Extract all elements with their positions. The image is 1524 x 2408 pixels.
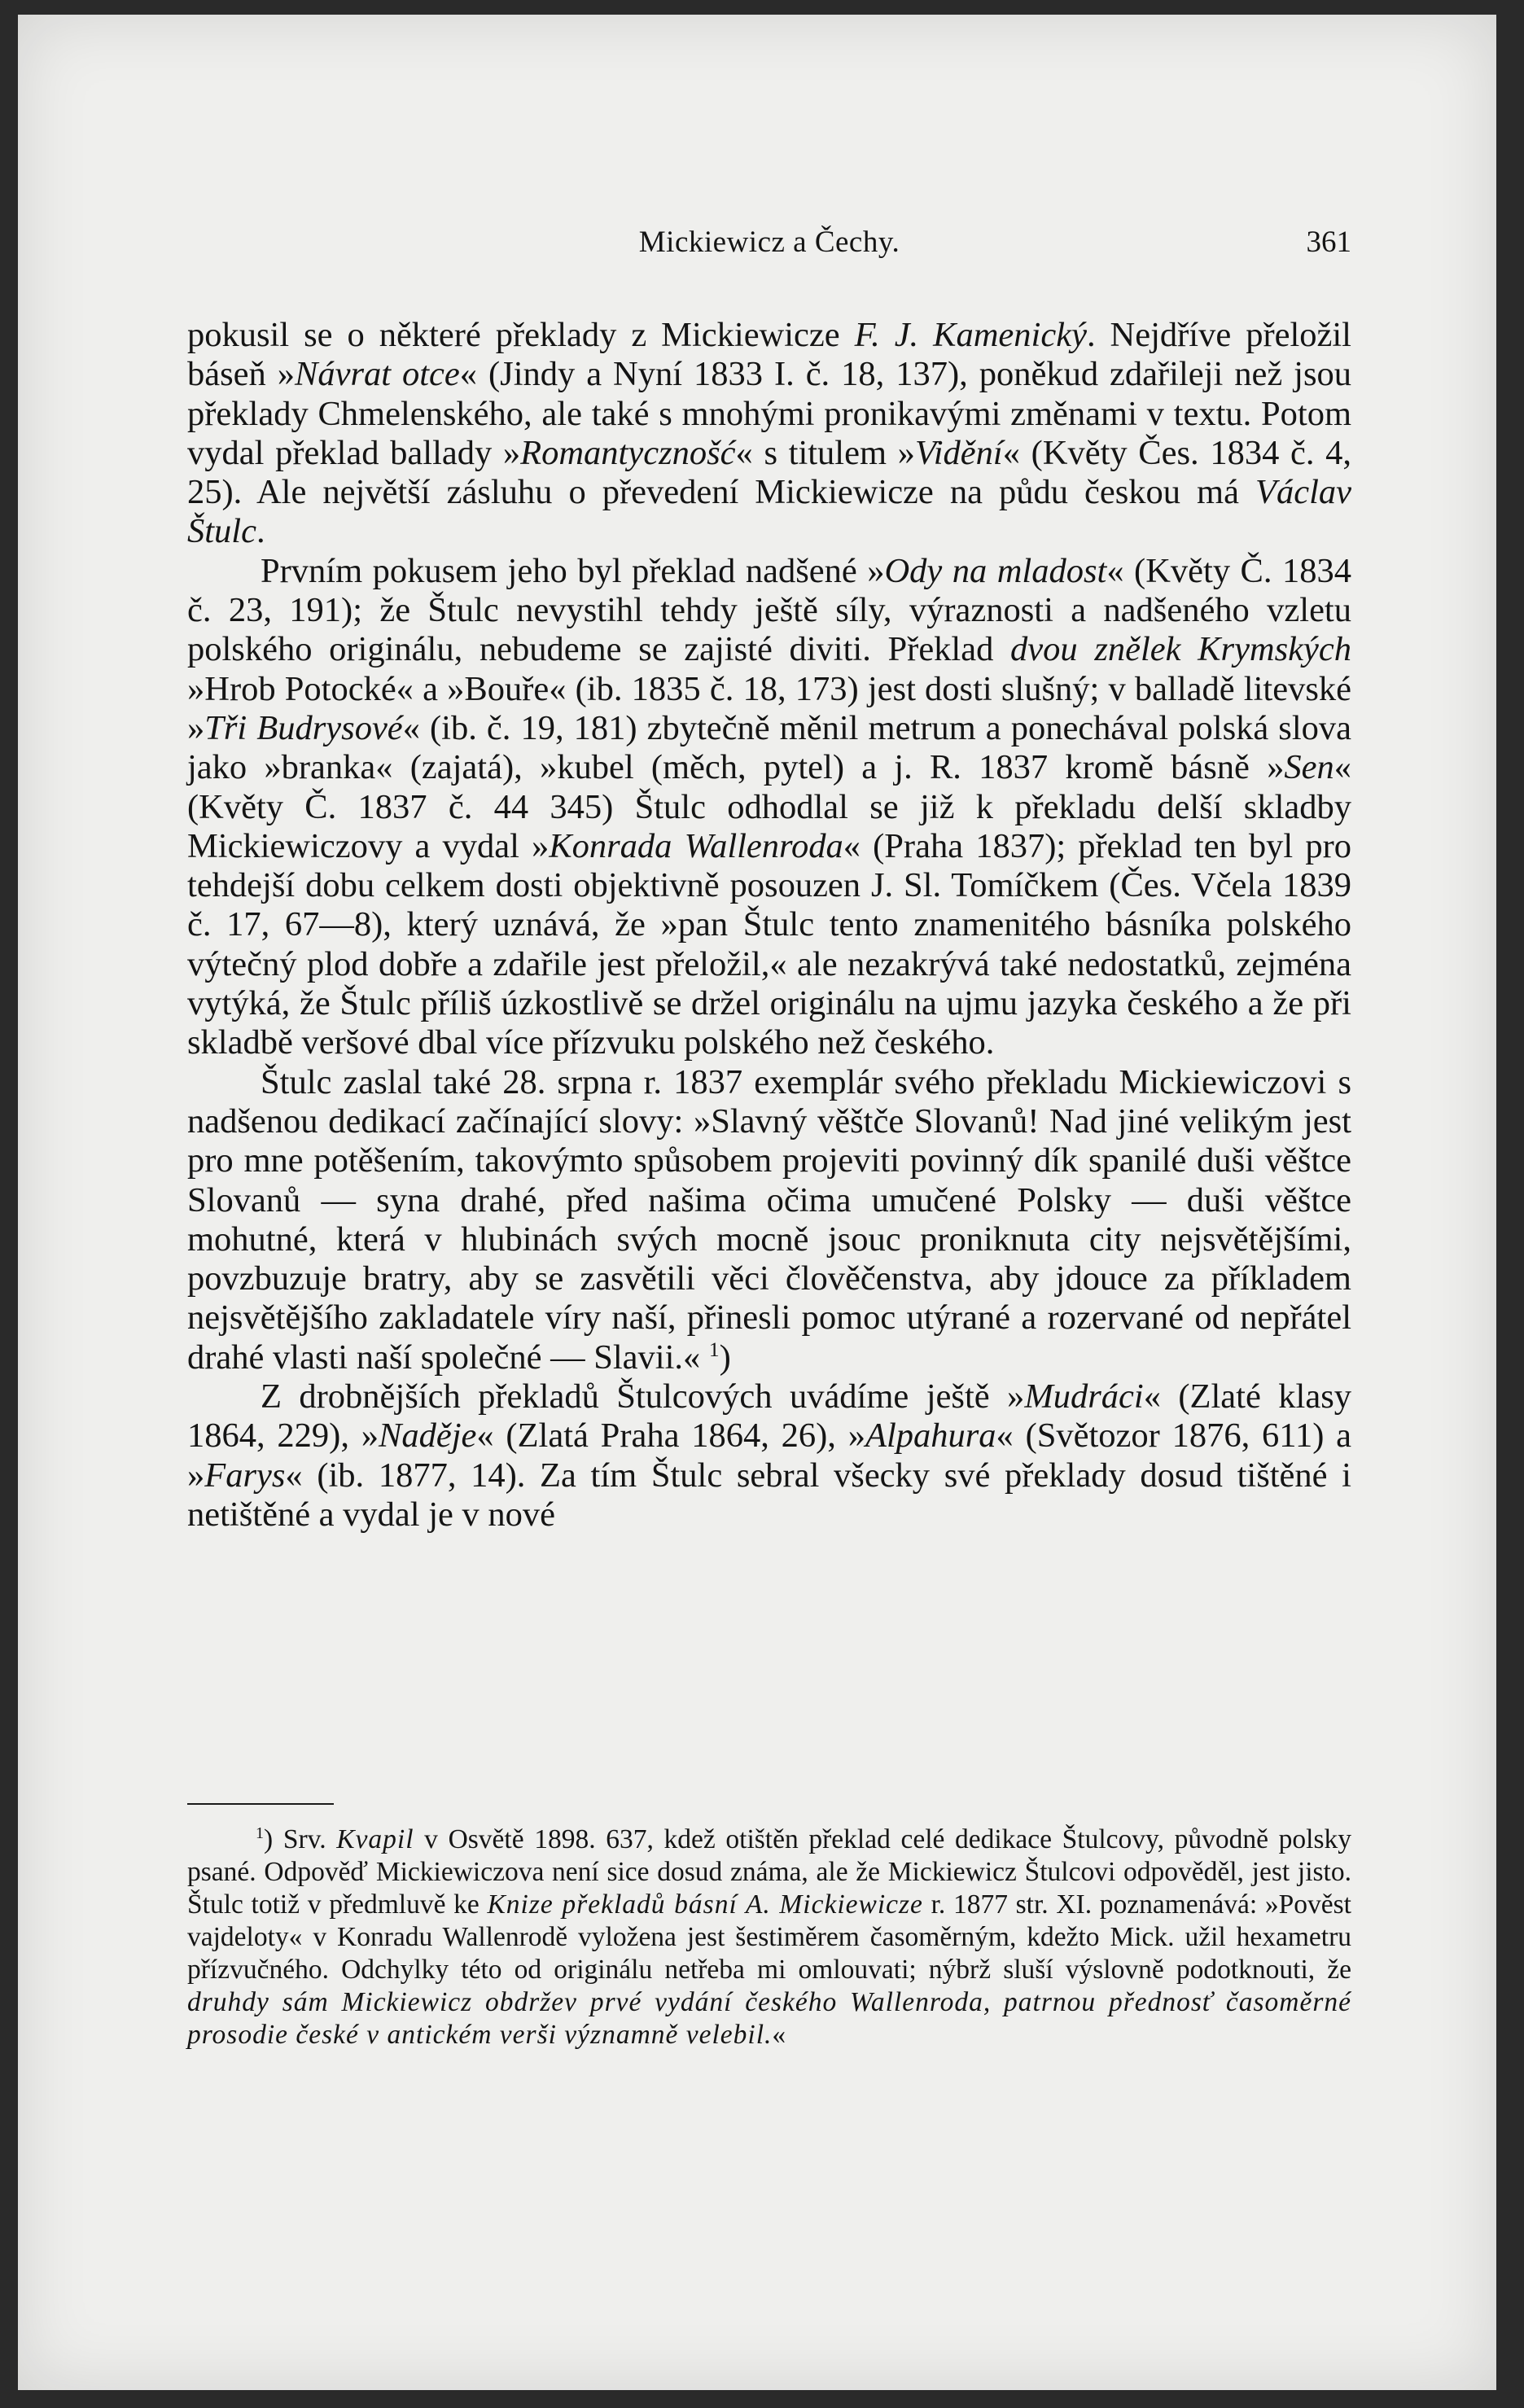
text-run: pokusil se o některé překlady z Mickiewicze <box>187 316 855 354</box>
footnote-marker: 1 <box>708 1337 720 1361</box>
text-run: « s titulem » <box>735 433 915 472</box>
italic-text: Tři Budrysové <box>204 708 403 747</box>
page-number: 361 <box>1306 225 1351 259</box>
text-run: ) <box>719 1338 731 1377</box>
paragraph-2 <box>187 552 1351 1063</box>
text-run: « (Květy Čes. 1834 č. 4, 25). Ale největší zásluhu o převedení Mickiewicze na půdu českou má <box>187 433 1351 512</box>
footnotes <box>187 1824 1351 2051</box>
italic-text: Farys <box>204 1456 286 1495</box>
italic-text: Ody na mladost <box>884 551 1107 590</box>
italic-text: Sen <box>1284 748 1334 787</box>
text-run: Z drobnějších překladů Štulcových uvádíme ještě » <box>261 1377 1025 1416</box>
footnote-1 <box>187 1824 1351 2051</box>
text-run: « (Jindy a Nyní 1833 I. č. 18, 137), poněkud zdařileji než jsou překlady Chmelenského, ale také s mnohými pronikavými změnami v textu. Potom vydal překlad ballady » <box>187 355 1351 472</box>
text-run: « (ib. č. 19, 181) zbytečně měnil metrum a ponechával polská slova jako »branka« (zajatá), »kubel (měch, pytel) a j. R. 1837 kromě básně » <box>187 708 1351 787</box>
text-run: . <box>256 512 265 551</box>
text-run: « <box>772 2020 786 2050</box>
text-run: v Osvětě 1898. 637, kdež otištěn překlad celé dedikace Štulcovy, původně polsky psané. Odpověď Mickiewiczova není sice dosud známa, ale že Mickiewicz Štulcovi odpověděl, jest jisto. Štulc totiž v předmluvě ke <box>187 1824 1351 1920</box>
italic-text: Naděje <box>379 1416 477 1456</box>
text-run: « (Květy Č. 1837 č. 44 345) Štulc odhodlal se již k překladu delší skladby Mickiewiczovy a vydal » <box>187 748 1351 865</box>
text-run: « (Květy Č. 1834 č. 23, 191); že Štulc nevystihl tehdy ještě síly, výraznosti a nadšeného vzletu polského originálu, nebudeme se zajisté diviti. Překlad <box>187 551 1351 669</box>
italic-text: Kvapil <box>336 1824 414 1854</box>
body-text <box>187 316 1351 1535</box>
text-run: . Nejdříve přeložil báseň » <box>187 316 1351 394</box>
italic-text: F. J. Kamenický <box>854 316 1087 354</box>
running-title: Mickiewicz a Čechy. <box>638 225 900 259</box>
italic-text: Vidění <box>914 433 1003 472</box>
text-run: « (Světozor 1876, 611) a » <box>187 1416 1352 1495</box>
text-run: Prvním pokusem jeho byl překlad nadšené » <box>261 551 885 590</box>
italic-text: Mudráci <box>1024 1377 1144 1416</box>
paragraph-4 <box>187 1377 1351 1535</box>
footnote-marker: 1 <box>256 1824 265 1842</box>
text-run: « (Praha 1837); překlad ten byl pro tehdejší dobu celkem dosti objektivně posouzen J. Sl. Tomíčkem (Čes. Včela 1839 č. 17, 67—8), který uznává, že »pan Štulc tento znamenitého básníka polského výtečný plod dobře a zdařile jest přeložil,« ale nezakrývá také nedostatků, zejména vytýká, že Štulc příliš úzkostlivě se držel originálu na ujmu jazyka českého a že při skladbě veršové dbal více přízvuku polského než českého. <box>187 826 1351 1062</box>
paragraph-3 <box>187 1063 1351 1377</box>
italic-text: Alpahura <box>865 1416 996 1456</box>
text-run: »Hrob Potocké« a »Bouře« (ib. 1835 č. 18, 173) jest dosti slušný; v balladě litevské » <box>187 669 1351 747</box>
italic-text: Romantycznošć <box>520 433 736 472</box>
running-head <box>187 225 1351 274</box>
footnote-divider <box>187 1803 334 1805</box>
italic-text: druhdy sám Mickiewicz obdržev prvé vydání českého Wallenroda, patrnou přednosť časoměrné prosodie české v antickém verši významně velebil. <box>187 1987 1351 2050</box>
italic-text: Návrat otce <box>294 355 460 394</box>
text-run: r. 1877 str. XI. poznamenává: »Pověst vajdeloty« v Konradu Wallenrodě vyložena jest šestiměrem časoměrným, kdežto Mick. užil hexametru přízvučného. Odchylky této od originálu netřeba mi omlouvati; nýbrž sluší výslovně podotknouti, že <box>187 1889 1351 1985</box>
italic-text: Václav Štulc <box>187 473 1351 551</box>
text-run: « (Zlaté klasy 1864, 229), » <box>187 1377 1351 1456</box>
paragraph-1 <box>187 316 1351 552</box>
italic-text: dvou znělek Krymských <box>1010 630 1352 669</box>
italic-text: Knize překladů básní A. Mickiewicze <box>487 1889 923 1920</box>
paper-sheet <box>18 15 1496 2390</box>
text-run: « (Zlatá Praha 1864, 26), » <box>476 1416 865 1456</box>
italic-text: Konrada Wallenroda <box>549 826 843 865</box>
text-run: « (ib. 1877, 14). Za tím Štulc sebral všecky své překlady dosud tištěné i netištěné a vydal je v nové <box>187 1456 1351 1534</box>
text-run: Štulc zaslal také 28. srpna r. 1837 exemplár svého překladu Mickiewiczovi s nadšenou dedikací začínající slovy: »Slavný věštče Slovanů! Nad jiné velikým jest pro mne potěšením, takovýmto spůsobem projeviti povinný dík spanilé duši věštce Slovanů — syna drahé, před našima očima umučené Polsky — duši věštce mohutné, která v hlubinách svých mocně jsouc proniknuta city nejsvětějšími, povzbuzuje bratry, aby se zasvětili věci člověčenstva, aby jdouce za příkladem nejsvětějšího zakladatele víry naší, přinesli pomoc utýrané a rozervané od nepřátel drahé vlasti naší společné — Slavii.« <box>187 1062 1351 1377</box>
text-run: ) Srv. <box>264 1824 337 1854</box>
